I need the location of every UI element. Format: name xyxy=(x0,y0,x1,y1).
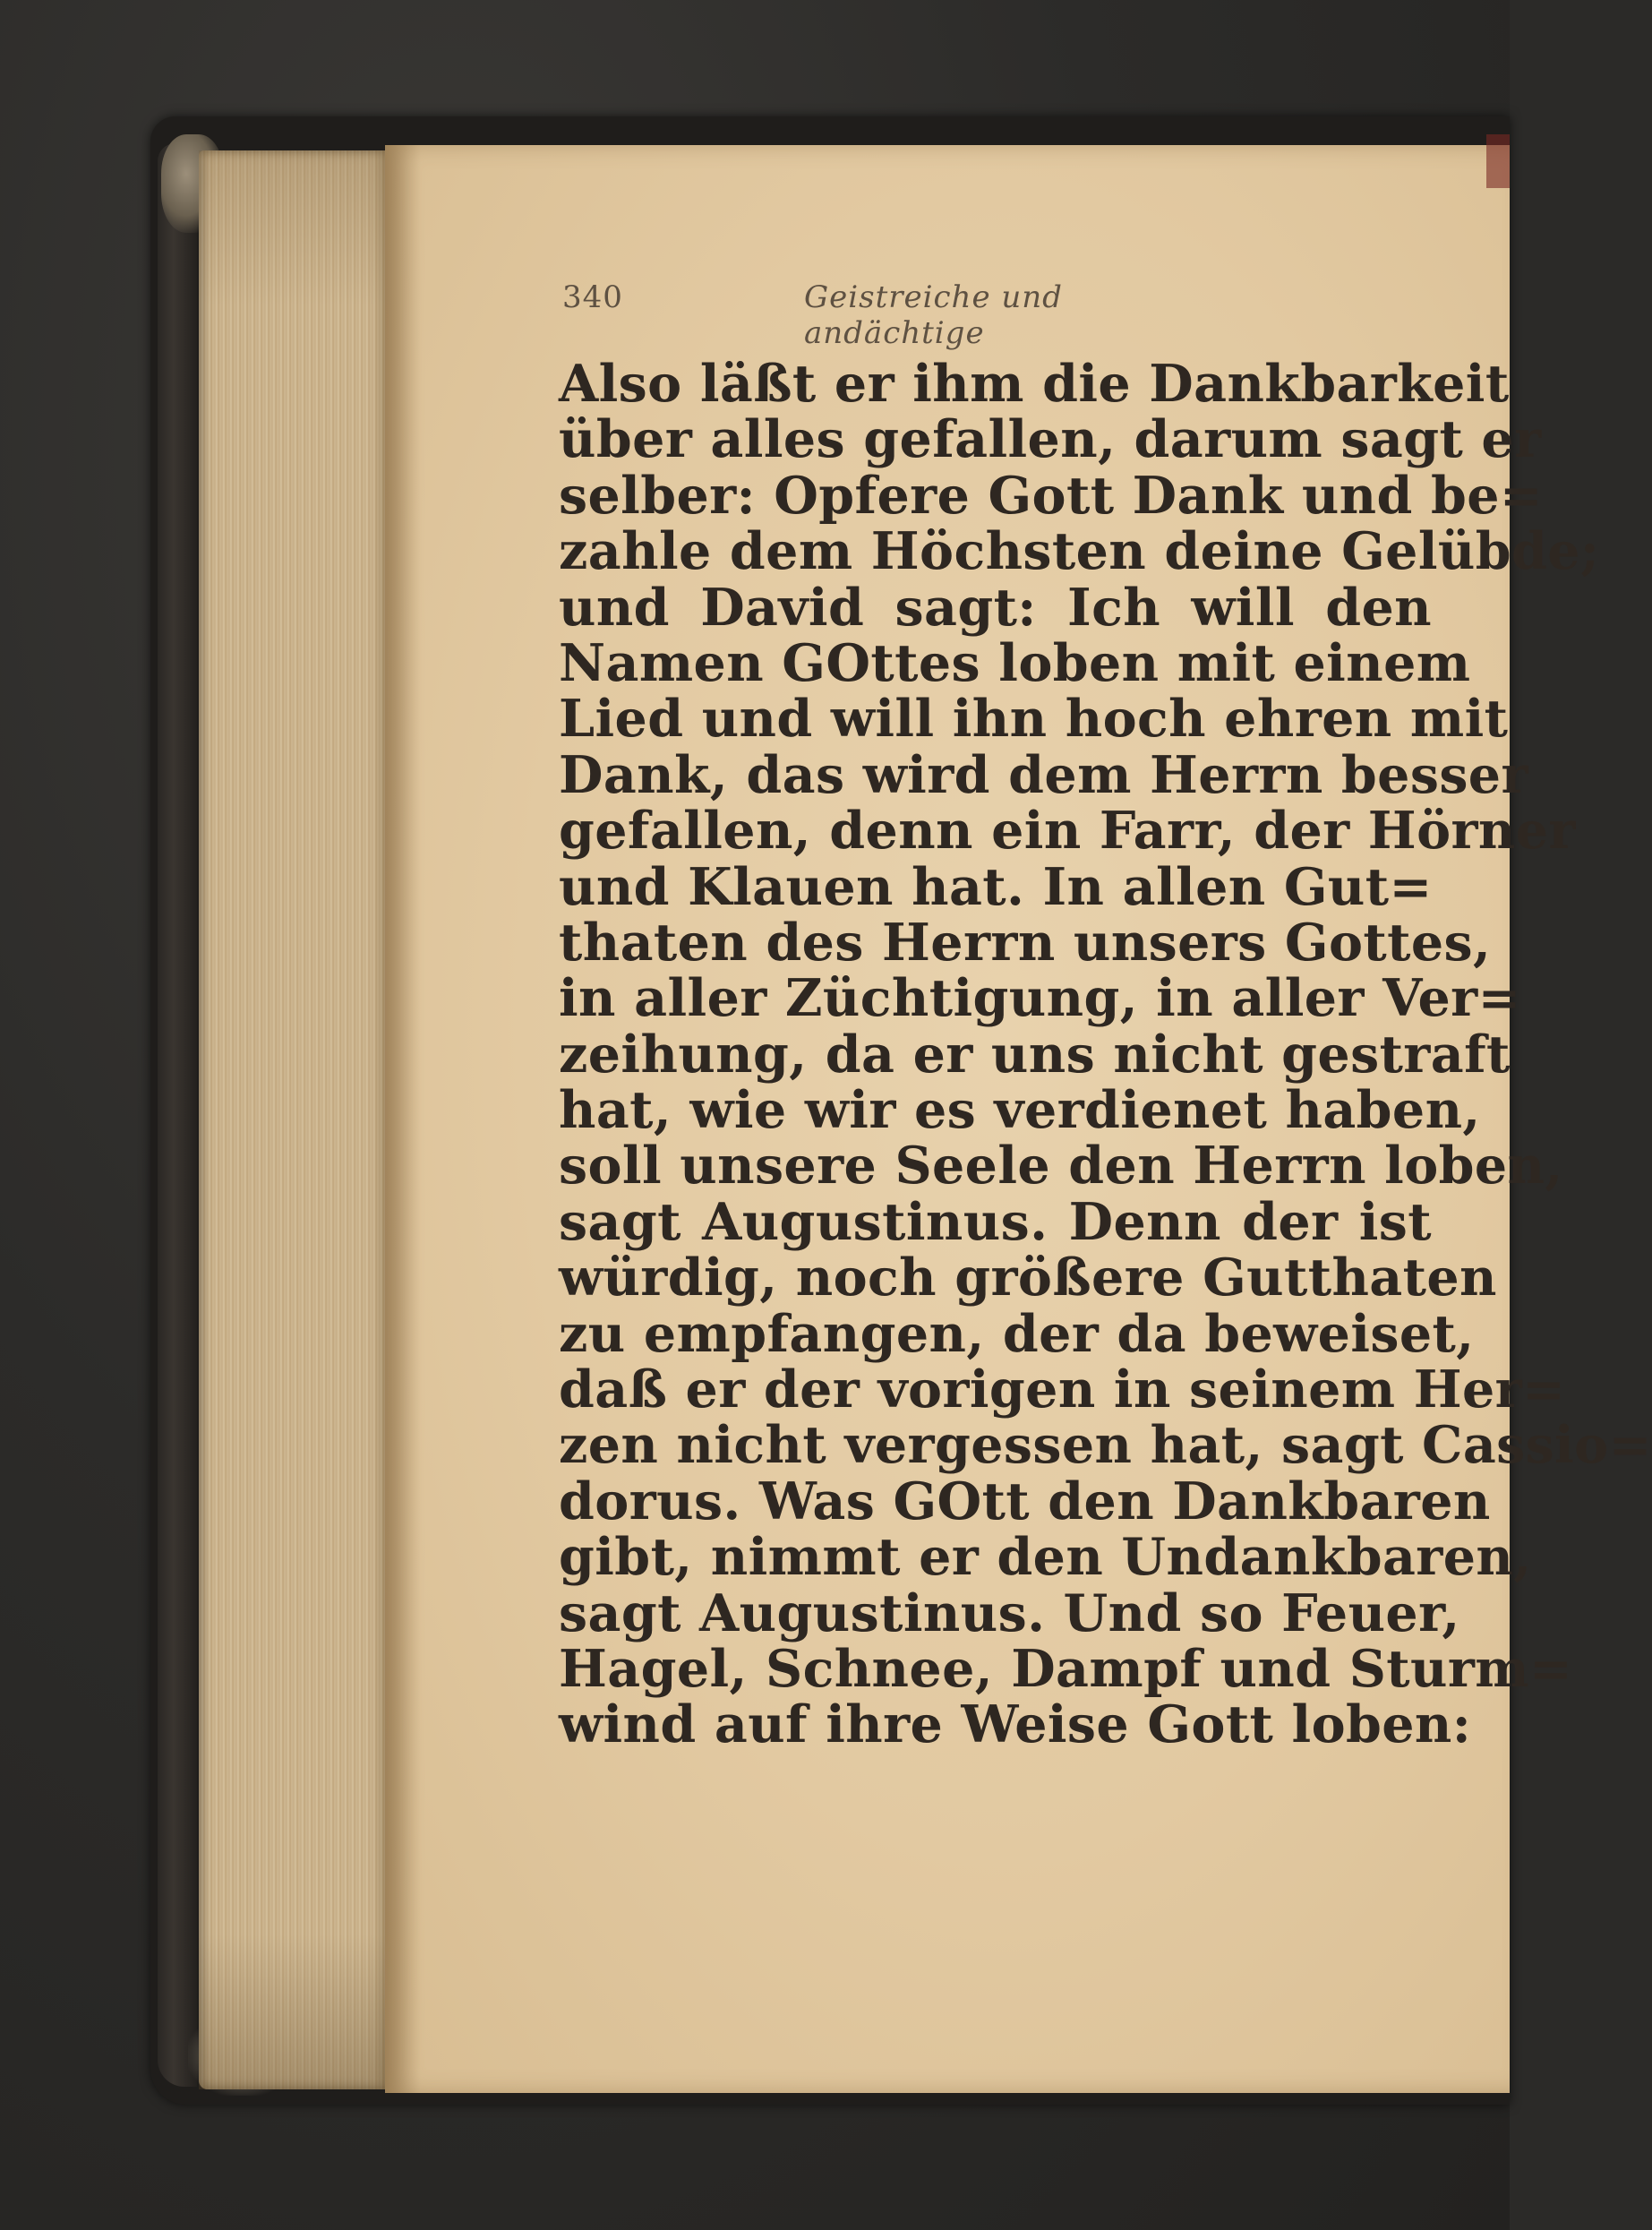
text-line: zu empfangen, der da beweiset, xyxy=(559,1303,1475,1364)
text-line: soll unsere Seele den Herrn loben, xyxy=(559,1136,1563,1196)
text-line: und David sagt: Ich will den xyxy=(559,577,1432,638)
book-spine xyxy=(158,143,197,2087)
text-line: Lied und will ihn hoch ehren mit xyxy=(559,689,1509,750)
text-line: thaten des Herrn unsers Gottes, xyxy=(559,912,1492,973)
text-line: zen nicht vergessen hat, sagt Cassio= xyxy=(559,1415,1652,1476)
text-line: würdig, noch größere Gutthaten xyxy=(559,1248,1497,1308)
text-line: Hagel, Schnee, Dampf und Sturm= xyxy=(559,1638,1573,1699)
text-line: hat, wie wir es verdienet haben, xyxy=(559,1080,1481,1141)
page-block-edges xyxy=(199,150,389,2089)
body-text xyxy=(559,354,1652,1755)
text-line: Namen GOttes loben mit einem xyxy=(559,632,1471,693)
text-line: gibt, nimmt er den Undankbaren, xyxy=(559,1527,1532,1588)
text-line: und Klauen hat. In allen Gut= xyxy=(559,856,1433,917)
text-line: zeihung, da er uns nicht gestraft xyxy=(559,1024,1511,1085)
text-line: sagt Augustinus. Denn der ist xyxy=(559,1191,1432,1252)
running-head xyxy=(562,279,1243,351)
gutter-shadow xyxy=(385,145,421,2093)
text-line: gefallen, denn ein Farr, der Hörner xyxy=(559,801,1576,862)
text-line: Dank, das wird dem Herrn besser xyxy=(559,744,1528,805)
text-line: wind auf ihre Weise Gott loben: xyxy=(559,1694,1472,1755)
text-line: dorus. Was GOtt den Dankbaren xyxy=(559,1471,1491,1531)
text-line: zahle dem Höchsten deine Gelübde; xyxy=(559,521,1600,582)
red-page-edge xyxy=(1486,134,1510,188)
page-number: 340 xyxy=(562,279,623,315)
running-head-title: Geistreiche und andächtige xyxy=(804,279,1063,351)
text-line: daß er der vorigen in seinem Her= xyxy=(559,1359,1566,1420)
text-line: Also läßt er ihm die Dankbarkeit xyxy=(559,354,1510,414)
text-line: in aller Züchtigung, in aller Ver= xyxy=(559,968,1521,1029)
text-line: sagt Augustinus. Und so Feuer, xyxy=(559,1582,1460,1643)
text-line: über alles gefallen, darum sagt er xyxy=(559,409,1542,470)
text-line: selber: Opfere Gott Dank und be= xyxy=(559,465,1544,526)
